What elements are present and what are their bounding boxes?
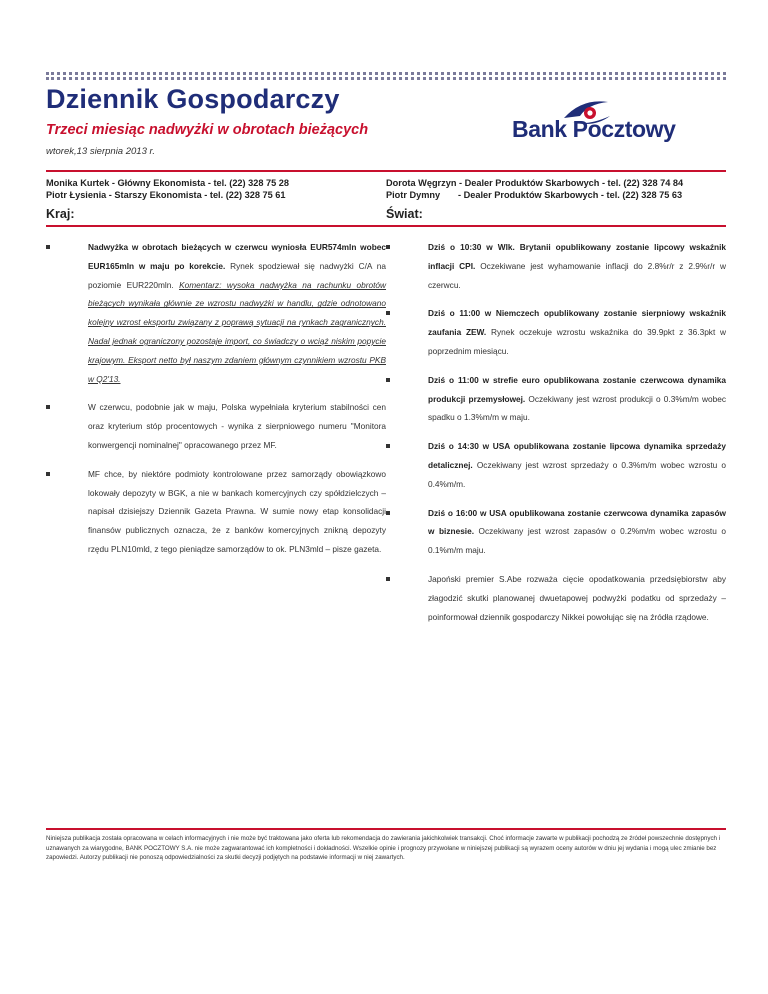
news-headline: Dziś o 11:00 w Niemczech opublikowany zostanie sierpniowy wskaźnik zaufania ZEW. [428, 308, 726, 338]
bullet-icon [386, 245, 390, 249]
news-headline: Dziś o 10:30 w Wlk. Brytanii opublikowany zostanie lipcowy wskaźnik inflacji CPI. [428, 242, 726, 271]
contact-line: Piotr Łysienia - Starszy Ekonomista - tel. (22) 328 75 61 [46, 190, 286, 200]
bank-logo [498, 96, 728, 154]
bullet-icon [46, 245, 50, 249]
news-item [46, 398, 386, 454]
section-heading-kraj: Kraj: [46, 207, 386, 227]
news-text: Oczekiwany jest wzrost sprzedaży o 0.3%m/m wobec wzrostu o 0.4%m/m. [428, 459, 726, 489]
news-headline: Dziś o 11:00 w strefie euro opublikowana zostanie czerwcowa dynamika produkcji przemysłowej. [428, 374, 726, 404]
news-item [386, 437, 726, 493]
news-text: Oczekiwany jest wzrost zapasów o 0.2%m/m wobec wzrostu o 0.1%m/m maju. [428, 526, 726, 556]
news-item [46, 238, 386, 388]
news-text: Oczekiwany jest wzrost produkcji o 0.3%m/m wobec spadku o 1.3%m/m w maju. [428, 393, 726, 423]
section-heading-swiat: Świat: [386, 207, 726, 227]
news-item [386, 504, 726, 560]
news-text: Rynek spodziewał się nadwyżki C/A na poziomie EUR220mln. [88, 260, 386, 290]
publication-date: wtorek,13 sierpnia 2013 r. [46, 146, 155, 157]
news-text: W czerwcu, podobnie jak w maju, Polska wypełniała kryterium stabilności cen oraz kryterium stóp procentowych - wynika z sierpniowego numeru "Monitora konwergencji nominalnej" opracowanego przez MF. [88, 402, 386, 450]
bullet-icon [386, 444, 390, 448]
contact-line: Dorota Węgrzyn - Dealer Produktów Skarbowych - tel. (22) 328 74 84 [386, 178, 684, 188]
bullet-icon [386, 511, 390, 515]
bullet-icon [386, 577, 390, 581]
news-text: Japoński premier S.Abe rozważa cięcie opodatkowania przedsiębiorstw aby złagodzić skutki planowanej dwuetapowej podwyżki podatku od sprzedaży – poinformował dziennik gospodarczy Nikkei powołując się na źródła rządowe. [428, 573, 726, 622]
bullet-icon [46, 405, 50, 409]
news-text: Rynek oczekuje wzrostu wskaźnika do 39.9pkt z 36.3pkt w poprzednim miesiącu. [428, 327, 727, 356]
column-swiat [386, 238, 726, 636]
news-item [386, 570, 726, 626]
page-title: Dziennik Gospodarczy [46, 84, 340, 114]
top-dotted-rule [46, 72, 726, 75]
news-comment: Komentarz: wysoka nadwyżka na rachunku obrotów bieżących wynikała głównie ze wzrostu nadwyżki w handlu, gdzie odnotowano kolejny wzrost eksportu związany z poprawą sytuacji na rynkach zagranicznych. Nadal jednak ograniczony pozostaje import, co świadczy o wciąż niskim popycie krajowym. Eksport netto był naszym zdaniem głównym czynnikiem wzrostu PKB w Q2'13. [88, 279, 387, 384]
top-dotted-rule-2 [46, 77, 726, 80]
bullet-icon [386, 311, 390, 315]
contacts-economists [46, 170, 386, 201]
news-text: MF chce, by niektóre podmioty kontrolowane przez samorządy obowiązkowo lokowały depozyty w BGK, a nie w bankach komercyjnych czy spółdzielczych – napisał dzisiejszy Dziennik Gazeta Prawna. W sumie nowy etap konsolidacji finansów publicznych oznacza, że z banków komercyjnych znikną depozyty rzędu PLN10mld, z tego pieniądze samorządów to ok. PLN3mld – pisze gazeta. [88, 468, 386, 554]
news-text: Oczekiwane jest wyhamowanie inflacji do 2.8%r/r z 2.9%r/r w czerwcu. [428, 260, 726, 290]
bullet-icon [46, 472, 50, 476]
news-item [386, 371, 726, 427]
news-item [386, 304, 726, 360]
contact-line: Piotr Dymny - Dealer Produktów Skarbowych - tel. (22) 328 75 63 [386, 190, 683, 200]
column-kraj [46, 238, 386, 569]
news-headline: Dziś o 16:00 w USA opublikowana zostanie czerwcowa dynamika zapasów w biznesie. [428, 507, 726, 537]
bullet-icon [386, 378, 390, 382]
news-item [386, 238, 726, 294]
contact-line: Monika Kurtek - Główny Ekonomista - tel. (22) 328 75 28 [46, 178, 290, 188]
logo-wordmark: Bank Pocztowy [512, 116, 676, 142]
legal-disclaimer: Niniejsza publikacja została opracowana w celach informacyjnych i nie może być traktowana jako oferta lub rekomendacja do zawierania jakichkolwiek transakcji. Choć informacje zawarte w publikacji pochodzą ze źródeł powszechnie dostępnych i uznawanych za wiarygodne, BANK POCZTOWY S.A. nie może zagwarantować ich kompletności i dokładności. Wszelkie opinie i prognozy przywołane w niniejszej publikacji są wyrazem oceny autorów w dniu jej wydania i mogą ulec zmianie bez zapowiedzi. Autorzy publikacji nie ponoszą odpowiedzialności za skutki decyzji podjętych na podstawie informacji w niej zawartych. [46, 828, 726, 863]
news-headline: Nadwyżka w obrotach bieżących w czerwcu wyniosła EUR574mln wobec EUR165mln w maju po korekcie. [88, 242, 386, 271]
page-subtitle: Trzeci miesiąc nadwyżki w obrotach bieżących [46, 122, 369, 138]
news-item [46, 465, 386, 559]
news-headline: Dziś o 14:30 w USA opublikowana zostanie lipcowa dynamika sprzedaży detalicznej. [428, 441, 726, 470]
contacts-dealers [386, 170, 726, 201]
